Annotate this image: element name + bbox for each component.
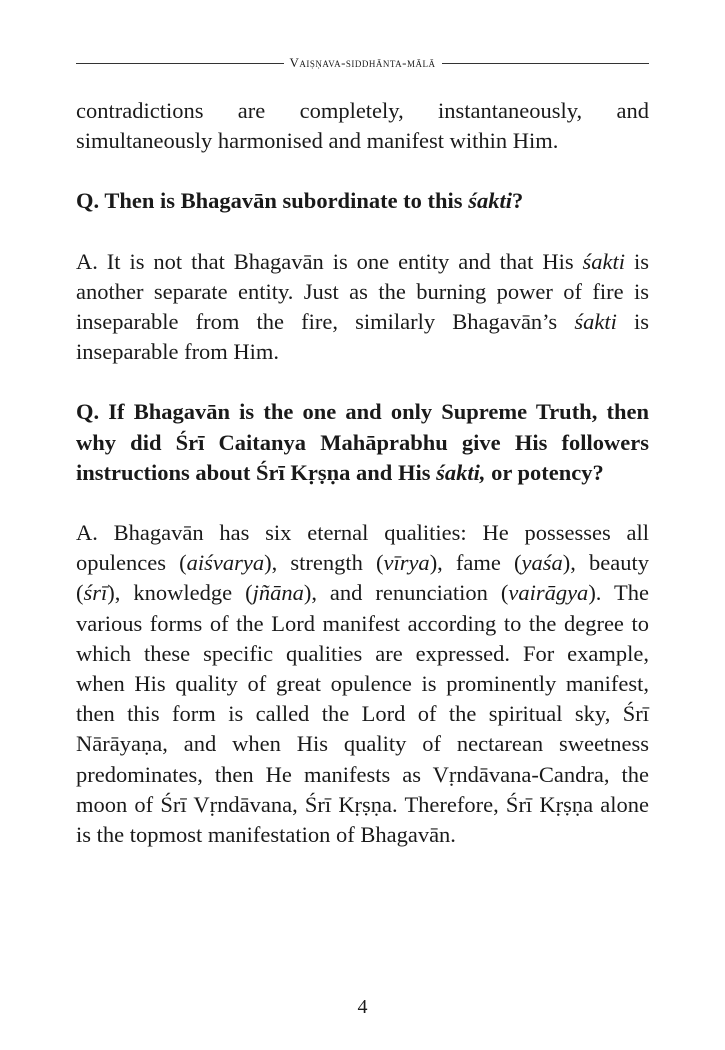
answer-2-term: aiśvarya — [186, 550, 265, 576]
answer-2-term: śrī — [83, 580, 108, 606]
answer-2-term: yaśa — [521, 550, 563, 576]
question-1-text: Q. Then is Bhagavān subordinate to this — [76, 188, 469, 214]
answer-2-text: ), knowledge ( — [107, 580, 253, 606]
answer-2-text: ), and renunciation ( — [303, 580, 509, 606]
question-1-term: śakti — [468, 188, 512, 214]
answer-1-term: śakti — [582, 248, 626, 274]
header-rule-right — [442, 63, 650, 64]
question-2-text: Q. If Bhagavān is the one and only Supreme Truth, then why did Śrī Caitanya Mahāprabhu give His followers instructions about Śrī Kṛṣṇa and His — [76, 399, 649, 485]
answer-1-text: A. It is not that Bhagavān is one entity and that His — [76, 248, 583, 274]
answer-2-text: ), fame ( — [429, 550, 522, 576]
question-2-term: śakti, — [436, 459, 486, 485]
answer-1-text: is another separate entity. Just as the burning power of fire is inseparable from the fire, similarly Bhagavān’s — [76, 248, 649, 335]
question-1 — [76, 186, 649, 216]
question-2-end: or potency? — [485, 459, 604, 485]
answer-2-term: vīrya — [383, 550, 430, 576]
paragraph-continuation: contradictions are completely, instantaneously, and simultaneously harmonised and manifest within Him. — [76, 98, 649, 154]
answer-1-text: is inseparable from Him. — [76, 309, 649, 365]
answer-2-text: ), beauty ( — [76, 550, 650, 606]
running-title: Vaiṣṇava-siddhānta-mālā — [289, 55, 436, 70]
answer-2-term: jñāna — [252, 580, 304, 606]
question-2 — [76, 397, 649, 488]
answer-1 — [76, 247, 649, 368]
header-rule-left — [76, 63, 284, 64]
answer-2-text: ), strength ( — [264, 550, 384, 576]
page-number: 4 — [357, 996, 368, 1018]
answer-1-term: śakti — [574, 309, 617, 335]
answer-2-text: A. Bhagavān has six eternal qualities: He possesses all opulences ( — [76, 520, 649, 576]
answer-2-term: vairāgya — [508, 580, 589, 606]
question-1-end: ? — [511, 188, 524, 214]
page-body — [76, 96, 649, 880]
answer-2-text: ). The various forms of the Lord manifest according to the degree to which these specific qualities are expressed. For example, when His quality of great opulence is prominently manifest, then this form is called the Lord of the spiritual sky, Śrī Nārāyaṇa, and when His quality of nectarean sweetness predominates, then He manifests as Vṛndāvana-Candra, the moon of Śrī Vṛndāvana, Śrī Kṛṣṇa. Therefore, Śrī Kṛṣṇa alone is the topmost manifestation of Bhagavān. — [76, 580, 649, 848]
answer-2 — [76, 518, 649, 850]
running-head — [76, 55, 649, 71]
